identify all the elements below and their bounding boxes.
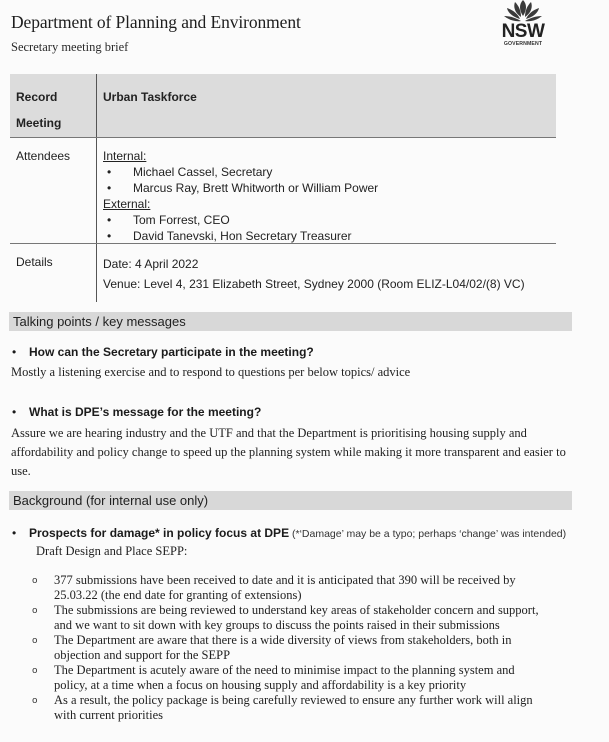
question-policy-focus: • Prospects for damage* in policy focus at DPE (*‘Damage’ may be a typo; perhaps ‘change’ was intended): [12, 526, 567, 540]
circle-bullet-icon: o: [32, 606, 38, 616]
list-item: o 377 submissions have been received to date and it is anticipated that 390 will be received by 25.03.22 (the end date for granting of extensions): [32, 573, 516, 602]
external-heading: External:: [103, 197, 151, 211]
list-item: o The Department is acutely aware of the need to minimise impact to the planning system and policy, at a time when a focus on housing supply and affordability is a key priority: [32, 663, 515, 692]
list-item: o The submissions are being reviewed to understand key areas of stakeholder concern and support, and we want to sit down with key groups to discuss the points raised in their submissions: [32, 603, 539, 632]
circle-bullet-icon: o: [32, 636, 38, 646]
typo-note: (*‘Damage’ may be a typo; perhaps ‘change’ was intended): [289, 528, 567, 540]
sepp-label: Draft Design and Place SEPP:: [36, 544, 188, 558]
document-title: Department of Planning and Environment: [11, 12, 301, 32]
meeting-details-table: [10, 74, 556, 302]
bullet-icon: •: [12, 526, 17, 540]
meeting-label: Meeting: [16, 116, 62, 130]
circle-bullet-icon: o: [32, 666, 38, 676]
section-heading-talking-points: Talking points / key messages: [9, 312, 572, 331]
bullet-icon: •: [107, 165, 112, 179]
circle-bullet-icon: o: [32, 576, 38, 586]
bullet-icon: •: [12, 405, 17, 419]
meeting-venue: Venue: Level 4, 231 Elizabeth Street, Sydney 2000 (Room ELIZ-L04/02/(8) VC): [103, 277, 525, 291]
answer-participation: Mostly a listening exercise and to respond to questions per below topics/ advice: [11, 365, 411, 379]
logo-wordmark: NSW: [501, 21, 545, 42]
attendee-item: • David Tanevski, Hon Secretary Treasurer: [103, 228, 556, 244]
document-subtitle: Secretary meeting brief: [11, 40, 129, 54]
bullet-icon: •: [107, 229, 112, 243]
record-value: Urban Taskforce: [96, 74, 556, 137]
logo-tagline: GOVERNMENT: [503, 41, 543, 47]
details-label: Details: [16, 255, 53, 269]
section-heading-background: Background (for internal use only): [9, 491, 572, 510]
meeting-date: Date: 4 April 2022: [103, 257, 199, 271]
internal-heading: Internal:: [103, 149, 147, 163]
record-label-cell: [10, 74, 96, 137]
question-participation: • How can the Secretary participate in the meeting?: [12, 345, 314, 359]
attendee-item: • Tom Forrest, CEO: [103, 212, 556, 228]
bullet-icon: •: [107, 181, 112, 195]
table-row-record: [10, 74, 556, 138]
attendee-item: • Marcus Ray, Brett Whitworth or William Power: [103, 180, 556, 196]
table-row-attendees: [10, 138, 556, 244]
details-cell: [96, 244, 556, 302]
attendee-item: • Michael Cassel, Secretary: [103, 164, 556, 180]
bullet-icon: •: [12, 345, 17, 359]
attendees-cell: [96, 138, 556, 243]
bullet-icon: •: [107, 213, 112, 227]
sepp-points-list: [30, 573, 550, 723]
answer-dpe-message: Assure we are hearing industry and the UTF and that the Department is prioritising housing supply and affordability and policy change to speed up the planning system while making it more transparent and easier to use.: [11, 426, 566, 478]
list-item: o The Department are aware that there is a wide diversity of views from stakeholders, both in objection and support for the SEPP: [32, 633, 512, 662]
table-row-details: [10, 244, 556, 302]
circle-bullet-icon: o: [32, 696, 38, 706]
nsw-government-logo: [492, 0, 554, 56]
question-dpe-message: • What is DPE’s message for the meeting?: [12, 405, 262, 419]
list-item: o As a result, the policy package is being carefully reviewed to ensure any further work will align with current priorities: [32, 693, 533, 722]
attendees-label: Attendees: [16, 149, 71, 163]
record-label: Record: [16, 90, 58, 104]
